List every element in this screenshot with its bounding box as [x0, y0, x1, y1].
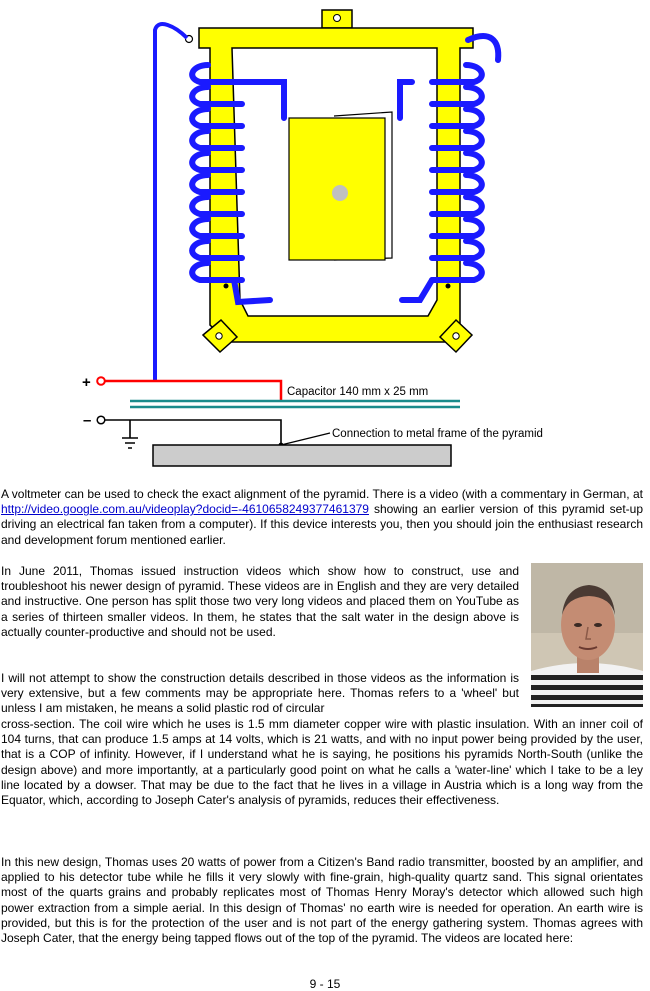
paragraph-voltmeter-text-a: A voltmeter can be used to check the exact alignment of the pyramid. There is a video (with a commentary in German, at	[1, 487, 643, 501]
feed-wire	[155, 24, 187, 381]
negative-terminal	[97, 416, 105, 424]
plus-sign: +	[82, 374, 91, 391]
paragraph-new-design: In this new design, Thomas uses 20 watts of power from a Citizen's Band radio transmitter, boosted by an amplifier, and applied to his detector tube while he fills it very slowly with fine-grain, high-quality quartz sand. This signal orientates most of the quarts grains and probably replicates most of Thomas Henry Moray's detector which allowed such high power extraction from a simple aerial. In this design of Thomas' no earth wire is needed for operation. An earth wire is provided, but this is for the protection of the user and is not part of the energy gathering system. Thomas agrees with Joseph Cater, that the energy being tapped flows out of the top of the pyramid. The videos are located here:	[1, 855, 643, 946]
capacitor-label: Capacitor 140 mm x 25 mm	[287, 386, 429, 398]
positive-terminal	[97, 377, 105, 385]
paragraph-voltmeter	[1, 487, 643, 548]
page-number: 9 - 15	[309, 977, 341, 991]
positive-wire	[105, 381, 281, 401]
paragraph-voltmeter-text-b: showing an earlier version of this pyramid set-up driving an electrical fan taken from a computer). If this device interests you, then you should join the enthusiast research and development forum mentioned earlier.	[1, 502, 643, 547]
paragraph-construction-a: I will not attempt to show the construction details described in those videos as the information is very extensive, but a few comments may be appropriate here. Thomas refers to a 'wheel' but unless I am mistaken, he means a solid plastic rod of circular	[1, 671, 519, 716]
paragraph-instruction-videos: In June 2011, Thomas issued instruction videos which show how to construct, use and troubleshoot his newer design of pyramid. These videos are in English and they are very detailed and instructive. One person has split those two very long videos and placed them on YouTube as a series of thirteen smaller videos. In them, he states that the salt water in the design above is actually counter-productive and should not be used.	[1, 564, 519, 639]
earth-symbol	[122, 420, 138, 448]
metal-base-plate	[153, 445, 451, 466]
minus-sign: –	[83, 412, 92, 429]
google-video-link[interactable]: http://video.google.com.au/videoplay?docid=-4610658249377461379	[1, 502, 369, 517]
paragraph-construction-b: cross-section. The coil wire which he uses is 1.5 mm diameter copper wire with plastic insulation. With an inner coil of 104 turns, that can produce 1.5 amps at 14 volts, which is 21 watts, and with no input power being provided by the user, that is a COP of infinity. However, if I understand what he is saying, he positions his pyramids North-South (unlike the design above) and more importantly, at a particularly good point on what he calls a 'water-line' which I take to be a ley line located by a dowser. That may be due to the fact that he lives in a village in Austria which is a long way from the Equator, which, according to Joseph Cater's analysis of pyramids, reduces their effectiveness.	[1, 717, 643, 808]
pyramid-coil-diagram	[0, 0, 650, 480]
thomas-photo	[531, 563, 643, 707]
connection-label: Connection to metal frame of the pyramid	[332, 428, 543, 440]
